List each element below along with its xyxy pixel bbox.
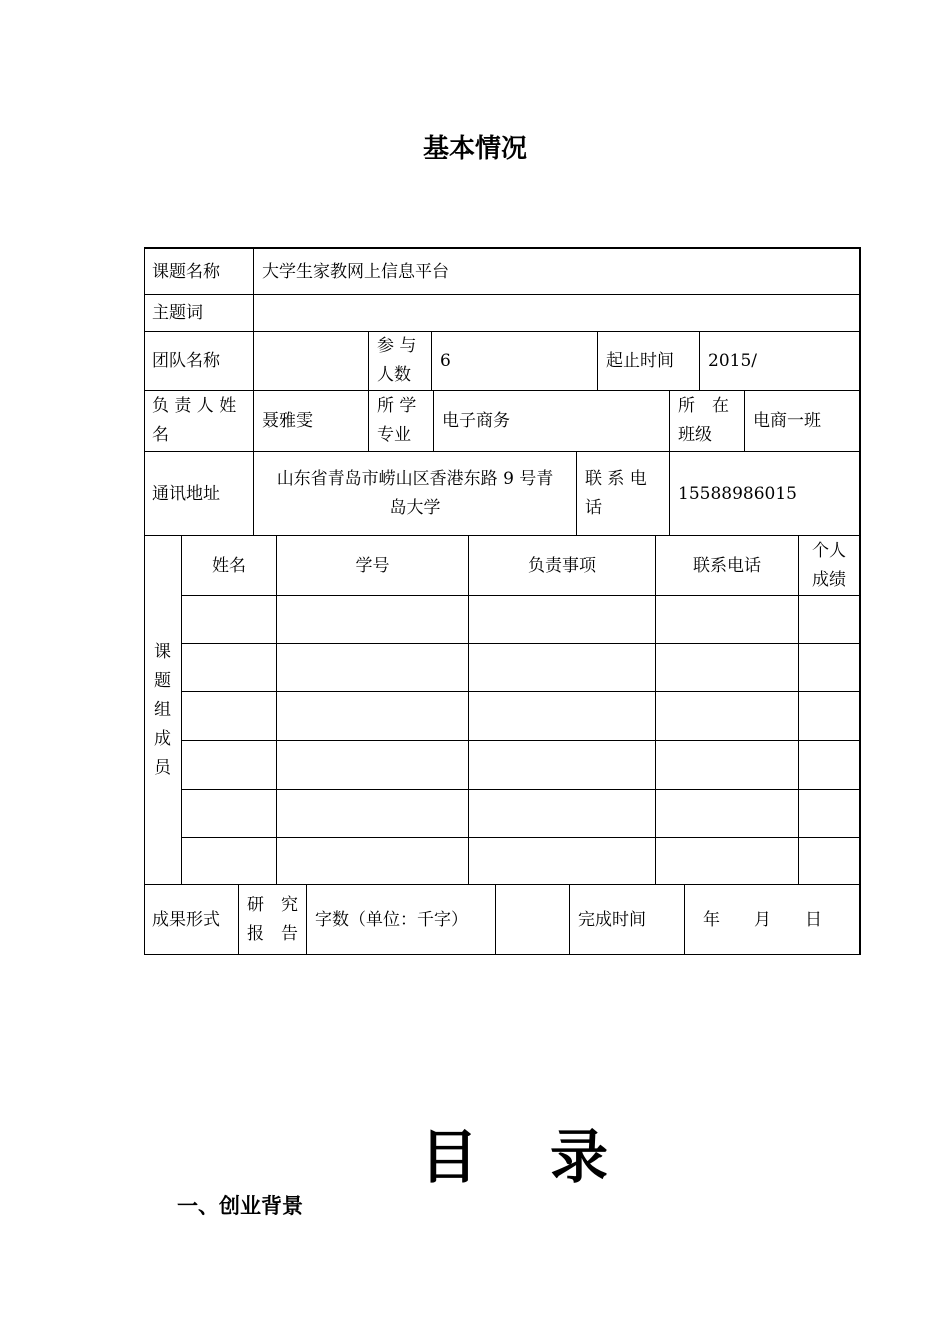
leader-name-label: 负 责 人 姓 名 [152,396,237,445]
leader-name-value[interactable]: 聂雅雯 [262,411,313,431]
major-label: 所 学 专业 [377,396,417,445]
toc-item-1[interactable]: 一、创业背景 [177,1194,303,1218]
keywords-label: 主题词 [152,303,203,323]
phone-label: 联 系 电 话 [585,468,647,518]
period-label: 起止时间 [606,351,674,371]
member-rows[interactable] [182,596,859,884]
completion-time-label: 完成时间 [578,909,646,930]
member-id-header: 学号 [355,555,390,576]
topic-name-label: 课题名称 [152,261,220,282]
member-count-value[interactable]: 6 [440,351,451,371]
address-label: 通讯地址 [152,483,220,504]
major-value[interactable]: 电子商务 [442,411,510,431]
page-title: 基本情况 [422,134,527,164]
class-value[interactable]: 电商一班 [753,411,821,431]
word-count-value[interactable] [496,885,569,954]
team-name-value[interactable] [254,332,368,390]
member-score-header: 个人 成绩 [812,540,846,590]
toc-title: 目录 [420,1123,681,1191]
word-count-label: 字数（单位：千字） [315,909,468,930]
member-duty-header: 负责事项 [528,555,596,576]
phone-value[interactable]: 15588986015 [678,483,797,504]
basic-info-table [144,247,860,955]
result-form-label: 成果形式 [152,909,220,930]
class-label: 所 在 班级 [678,396,729,445]
topic-name-value[interactable]: 大学生家教网上信息平台 [262,261,449,282]
member-count-label: 参 与 人数 [377,336,417,385]
member-name-header: 姓名 [212,555,246,576]
member-phone-header: 联系电话 [693,555,761,576]
team-name-label: 团队名称 [152,351,220,371]
result-type-value: 研 究 报 告 [247,894,298,944]
address-value[interactable]: 山东省青岛市崂山区香港东路 9 号青 岛大学 [276,468,554,518]
members-side-label: 课 题 组 成 员 [154,641,171,778]
period-value[interactable]: 2015/ [708,351,757,371]
completion-time-value[interactable]: 年 月 日 [703,909,822,930]
keywords-value[interactable] [254,295,859,331]
